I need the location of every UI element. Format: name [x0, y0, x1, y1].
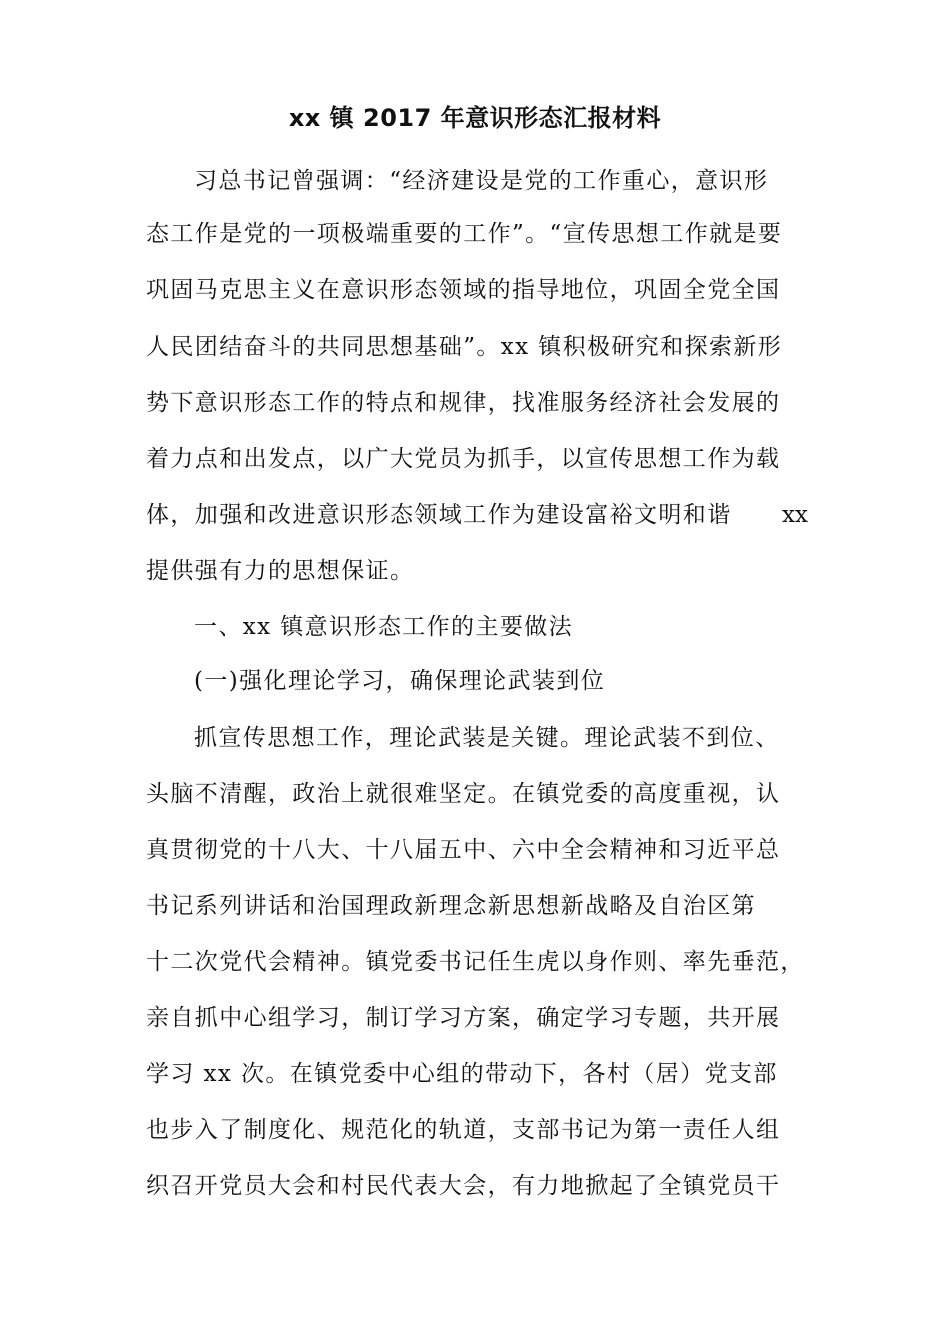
section-heading: 一、xx 镇意识形态工作的主要做法 — [194, 614, 574, 640]
paragraph-line: 势下意识形态工作的特点和规律，找准服务经济社会发展的 — [146, 390, 781, 416]
paragraph-line: 抓宣传思想工作，理论武装是关键。理论武装不到位、 — [194, 725, 780, 751]
subsection-heading: (一)强化理论学习，确保理论武装到位 — [194, 668, 606, 694]
paragraph-line: 着力点和出发点，以广大党员为抓手，以宣传思想工作为载 — [146, 446, 781, 472]
paragraph-line-end: xx — [782, 502, 808, 528]
paragraph-line: 头脑不清醒，政治上就很难坚定。在镇党委的高度重视，认 — [146, 781, 781, 807]
paragraph-line: 巩固马克思主义在意识形态领域的指导地位，巩固全党全国 — [146, 277, 781, 303]
paragraph-line: 人民团结奋斗的共同思想基础”。xx 镇积极研究和探索新形 — [146, 334, 783, 360]
paragraph-line: 态工作是党的一项极端重要的工作”。“宣传思想工作就是要 — [146, 221, 783, 247]
paragraph-line: 学习 xx 次。在镇党委中心组的带动下，各村（居）党支部 — [146, 1061, 778, 1087]
paragraph-line: 习总书记曾强调：“经济建设是党的工作重心，意识形 — [194, 168, 769, 194]
paragraph-line: 提供强有力的思想保证。 — [146, 558, 415, 584]
paragraph-line: 也步入了制度化、规范化的轨道，支部书记为第一责任人组 — [146, 1117, 781, 1143]
paragraph-line: 十二次党代会精神。镇党委书记任生虎以身作则、率先垂范， — [146, 949, 805, 975]
paragraph-line: 亲自抓中心组学习，制订学习方案，确定学习专题，共开展 — [146, 1005, 781, 1031]
paragraph-line: 书记系列讲话和治国理政新理念新思想新战略及自治区第 — [146, 893, 756, 919]
document-title: xx 镇 2017 年意识形态汇报材料 — [288, 104, 662, 132]
paragraph-line: 真贯彻党的十八大、十八届五中、六中全会精神和习近平总 — [146, 837, 781, 863]
paragraph-line: 织召开党员大会和村民代表大会，有力地掀起了全镇党员干 — [146, 1173, 781, 1199]
paragraph-line: 体，加强和改进意识形态领域工作为建设富裕文明和谐 — [146, 502, 732, 528]
